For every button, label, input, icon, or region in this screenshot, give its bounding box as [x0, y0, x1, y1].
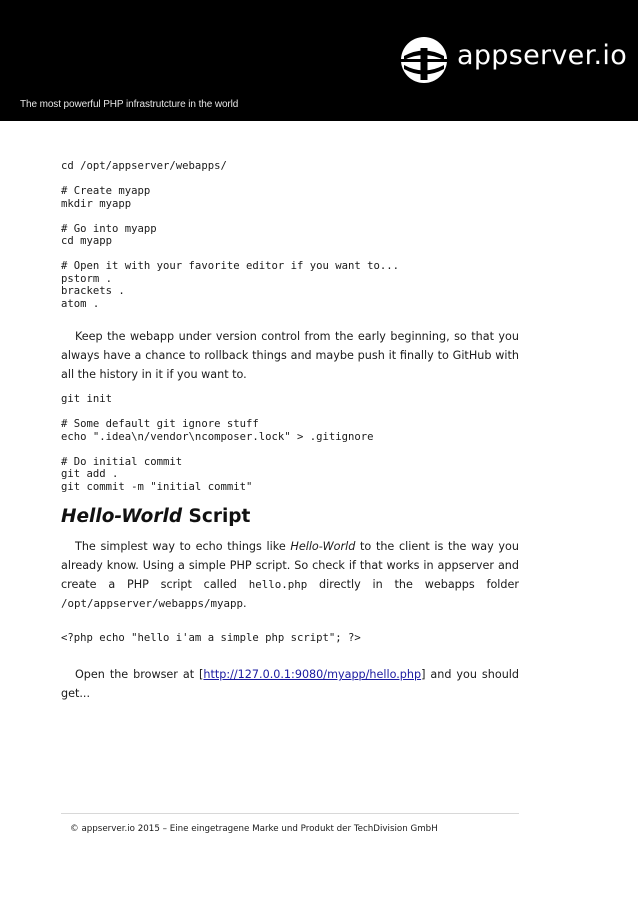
code-block-php: <?php echo "hello i'am a simple php script"; ?> — [61, 632, 361, 644]
path-inline: /opt/appserver/webapps/myapp — [61, 597, 244, 610]
tagline: The most powerful PHP infrastrutcture in the world — [20, 99, 239, 110]
text-span: The simplest way to echo things like — [75, 540, 291, 553]
code-block-git: git init # Some default git ignore stuff echo ".idea\n/vendor\ncomposer.lock" > .gitignore # Do initial commit git add . git commit -m "initial commit" — [61, 393, 374, 493]
paragraph-version-control: Keep the webapp under version control from the early beginning, so that you always have a chance to rollback things and maybe push it finally to GitHub with all the history in it if you want to. — [61, 330, 519, 381]
hello-php-link[interactable]: http://127.0.0.1:9080/myapp/hello.php — [203, 668, 422, 681]
text-span: . — [243, 597, 247, 610]
footer-divider — [61, 813, 519, 814]
text-span: ] and you should get... — [61, 668, 519, 700]
appserver-logo-icon — [400, 36, 448, 84]
text-span: to the client is the way you already know. Using a simple PHP script. So check if that works in appserver and create a PHP script called — [61, 540, 519, 591]
section-heading-rest: Script — [182, 506, 251, 527]
text-span: Open the browser at [ — [75, 668, 204, 681]
section-heading-italic: Hello-World — [61, 506, 183, 527]
page-header — [0, 0, 638, 121]
text-span: directly in the webapps folder — [307, 578, 519, 591]
brand-name: appserver.io — [457, 40, 628, 71]
section-heading — [61, 506, 250, 527]
paragraph-hello-world — [61, 537, 519, 613]
paragraph-open-browser — [61, 665, 519, 703]
text-italic: Hello-World — [290, 540, 356, 553]
filename-inline: hello.php — [248, 578, 308, 591]
code-block-setup: cd /opt/appserver/webapps/ # Create myapp mkdir myapp # Go into myapp cd myapp # Open it with your favorite editor if you want to... pstorm . brackets . atom . — [61, 160, 400, 310]
footer-copyright: © appserver.io 2015 – Eine eingetragene Marke und Produkt der TechDivision GmbH — [70, 824, 438, 834]
